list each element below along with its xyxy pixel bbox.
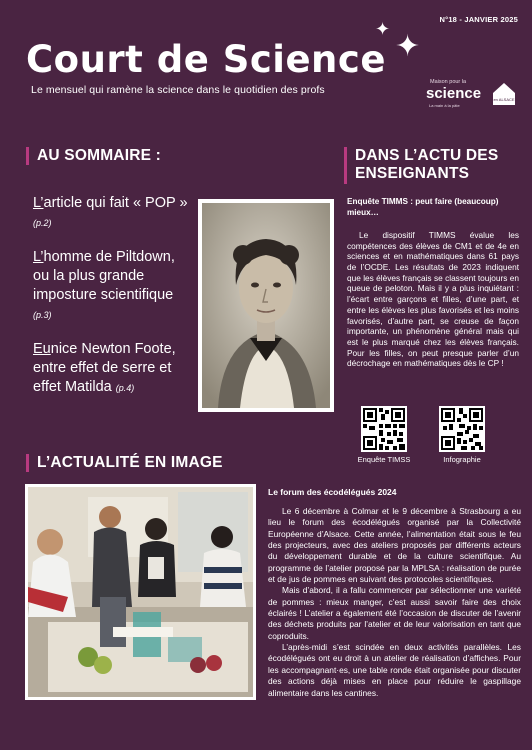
toc-item-initial: L’ bbox=[33, 249, 44, 265]
toc-item-title: nice Newton Foote, entre effet de serre et effet Matilda bbox=[33, 341, 176, 395]
image-section-heading: L’ACTUALITÉ EN IMAGE bbox=[26, 454, 223, 472]
qr-label-timss: Enquête TIMSS bbox=[357, 455, 411, 464]
logo-top-text: Maison pour la bbox=[430, 79, 467, 85]
qr-code-infographie[interactable] bbox=[439, 406, 485, 452]
forum-paragraph: Mais d’abord, il a fallu commencer par sélectionner une variété de pommes : mieux manger, c’est aussi savoir faire des choix éclairés ! L’atelier a également été l’occasion de discuter de l’avenir des déchets produits par l’atelier et de leur valorisation en tant que coproduits. bbox=[268, 585, 521, 641]
logo-sub-text: La main à la pâte bbox=[429, 103, 460, 108]
toc-item-title: homme de Piltdown, ou la plus grande imposture scientifique bbox=[33, 249, 175, 303]
logo-region-text: en ALSACE bbox=[493, 97, 515, 102]
portrait-image bbox=[202, 203, 330, 408]
eunice-foote-portrait bbox=[198, 199, 334, 412]
sparkle-icon: ✦ bbox=[395, 30, 421, 63]
toc-item-title: article qui fait « POP » bbox=[43, 195, 188, 211]
logo-main-text: science bbox=[426, 85, 482, 102]
workshop-photo-image bbox=[28, 487, 253, 697]
sommaire-heading: AU SOMMAIRE : bbox=[26, 147, 161, 165]
maison-pour-la-science-logo bbox=[426, 74, 520, 110]
forum-paragraph: Le 6 décembre à Colmar et le 9 décembre à Strasbourg a eu lieu le forum des écodélégués organisé par la Collectivité Européenne d’Alsace. Cette année, l’alimentation était sous le feu des projecteurs, avec des ateliers proposés par différents acteurs du développement durable et de la culture scientifique. Au programme de l’atelier proposé par la MPLSA : réalisation de purée et de jus de pommes en suivant des protocoles scientifiques. bbox=[268, 506, 521, 585]
actu-heading: DANS L’ACTU DES ENSEIGNANTS bbox=[344, 147, 522, 184]
sparkle-icon: ✦ bbox=[375, 19, 391, 39]
toc-item[interactable] bbox=[33, 248, 195, 323]
newsletter-subtitle: Le mensuel qui ramène la science dans le quotidien des profs bbox=[31, 84, 325, 96]
qr-code-timss[interactable] bbox=[361, 406, 407, 452]
toc-item-initial: L’ bbox=[33, 195, 44, 211]
forum-article bbox=[268, 506, 521, 699]
qr-code-icon bbox=[441, 408, 483, 450]
house-icon bbox=[491, 80, 517, 106]
qr-label-infographie: Infographie bbox=[443, 455, 481, 464]
toc-item-page: (p.3) bbox=[33, 309, 52, 320]
toc-item[interactable] bbox=[33, 340, 198, 397]
newsletter-title: Court de Science bbox=[26, 38, 386, 81]
forum-photo bbox=[25, 484, 256, 700]
qr-code-icon bbox=[363, 408, 405, 450]
timms-body: Le dispositif TIMMS évalue les compétences des élèves de CM1 et de 4e en sciences et en mathématiques dans 61 pays de l’OCDE. Les résultats de 2023 indiquent que les élèves français se classent toujours en queue de peloton. Mais il y a plus inquiétant : l’écart entre garçons et filles, d’une part, et entre les élèves les plus favorisés et les moins favorisés, d’autre part, se creuse de façon importante, un phénomène général mais qui est le plus marqué chez les élèves français. Pour les filles, on peut presque parler d’un décrochage en mathématiques dès le CP ! bbox=[347, 230, 519, 369]
toc-item-page: (p.2) bbox=[33, 217, 52, 228]
toc-item-initial: Eu bbox=[33, 341, 51, 357]
toc-item[interactable] bbox=[33, 194, 193, 232]
issue-number: N°18 - JANVIER 2025 bbox=[439, 15, 518, 24]
timms-lead: Enquête TIMMS : peut faire (beaucoup) mieux… bbox=[347, 197, 499, 218]
toc-item-page: (p.4) bbox=[115, 382, 135, 393]
forum-title: Le forum des écodélégués 2024 bbox=[268, 487, 397, 497]
forum-paragraph: L’après-midi s’est scindée en deux activités parallèles. Les écodélégués ont eu droit à un atelier de réalisation d’affiches. Pour les accompagnant·es, une table ronde était organisée pour discuter des actions déjà mises en place pour réduire le gaspillage alimentaire dans les cantines. bbox=[268, 642, 521, 698]
